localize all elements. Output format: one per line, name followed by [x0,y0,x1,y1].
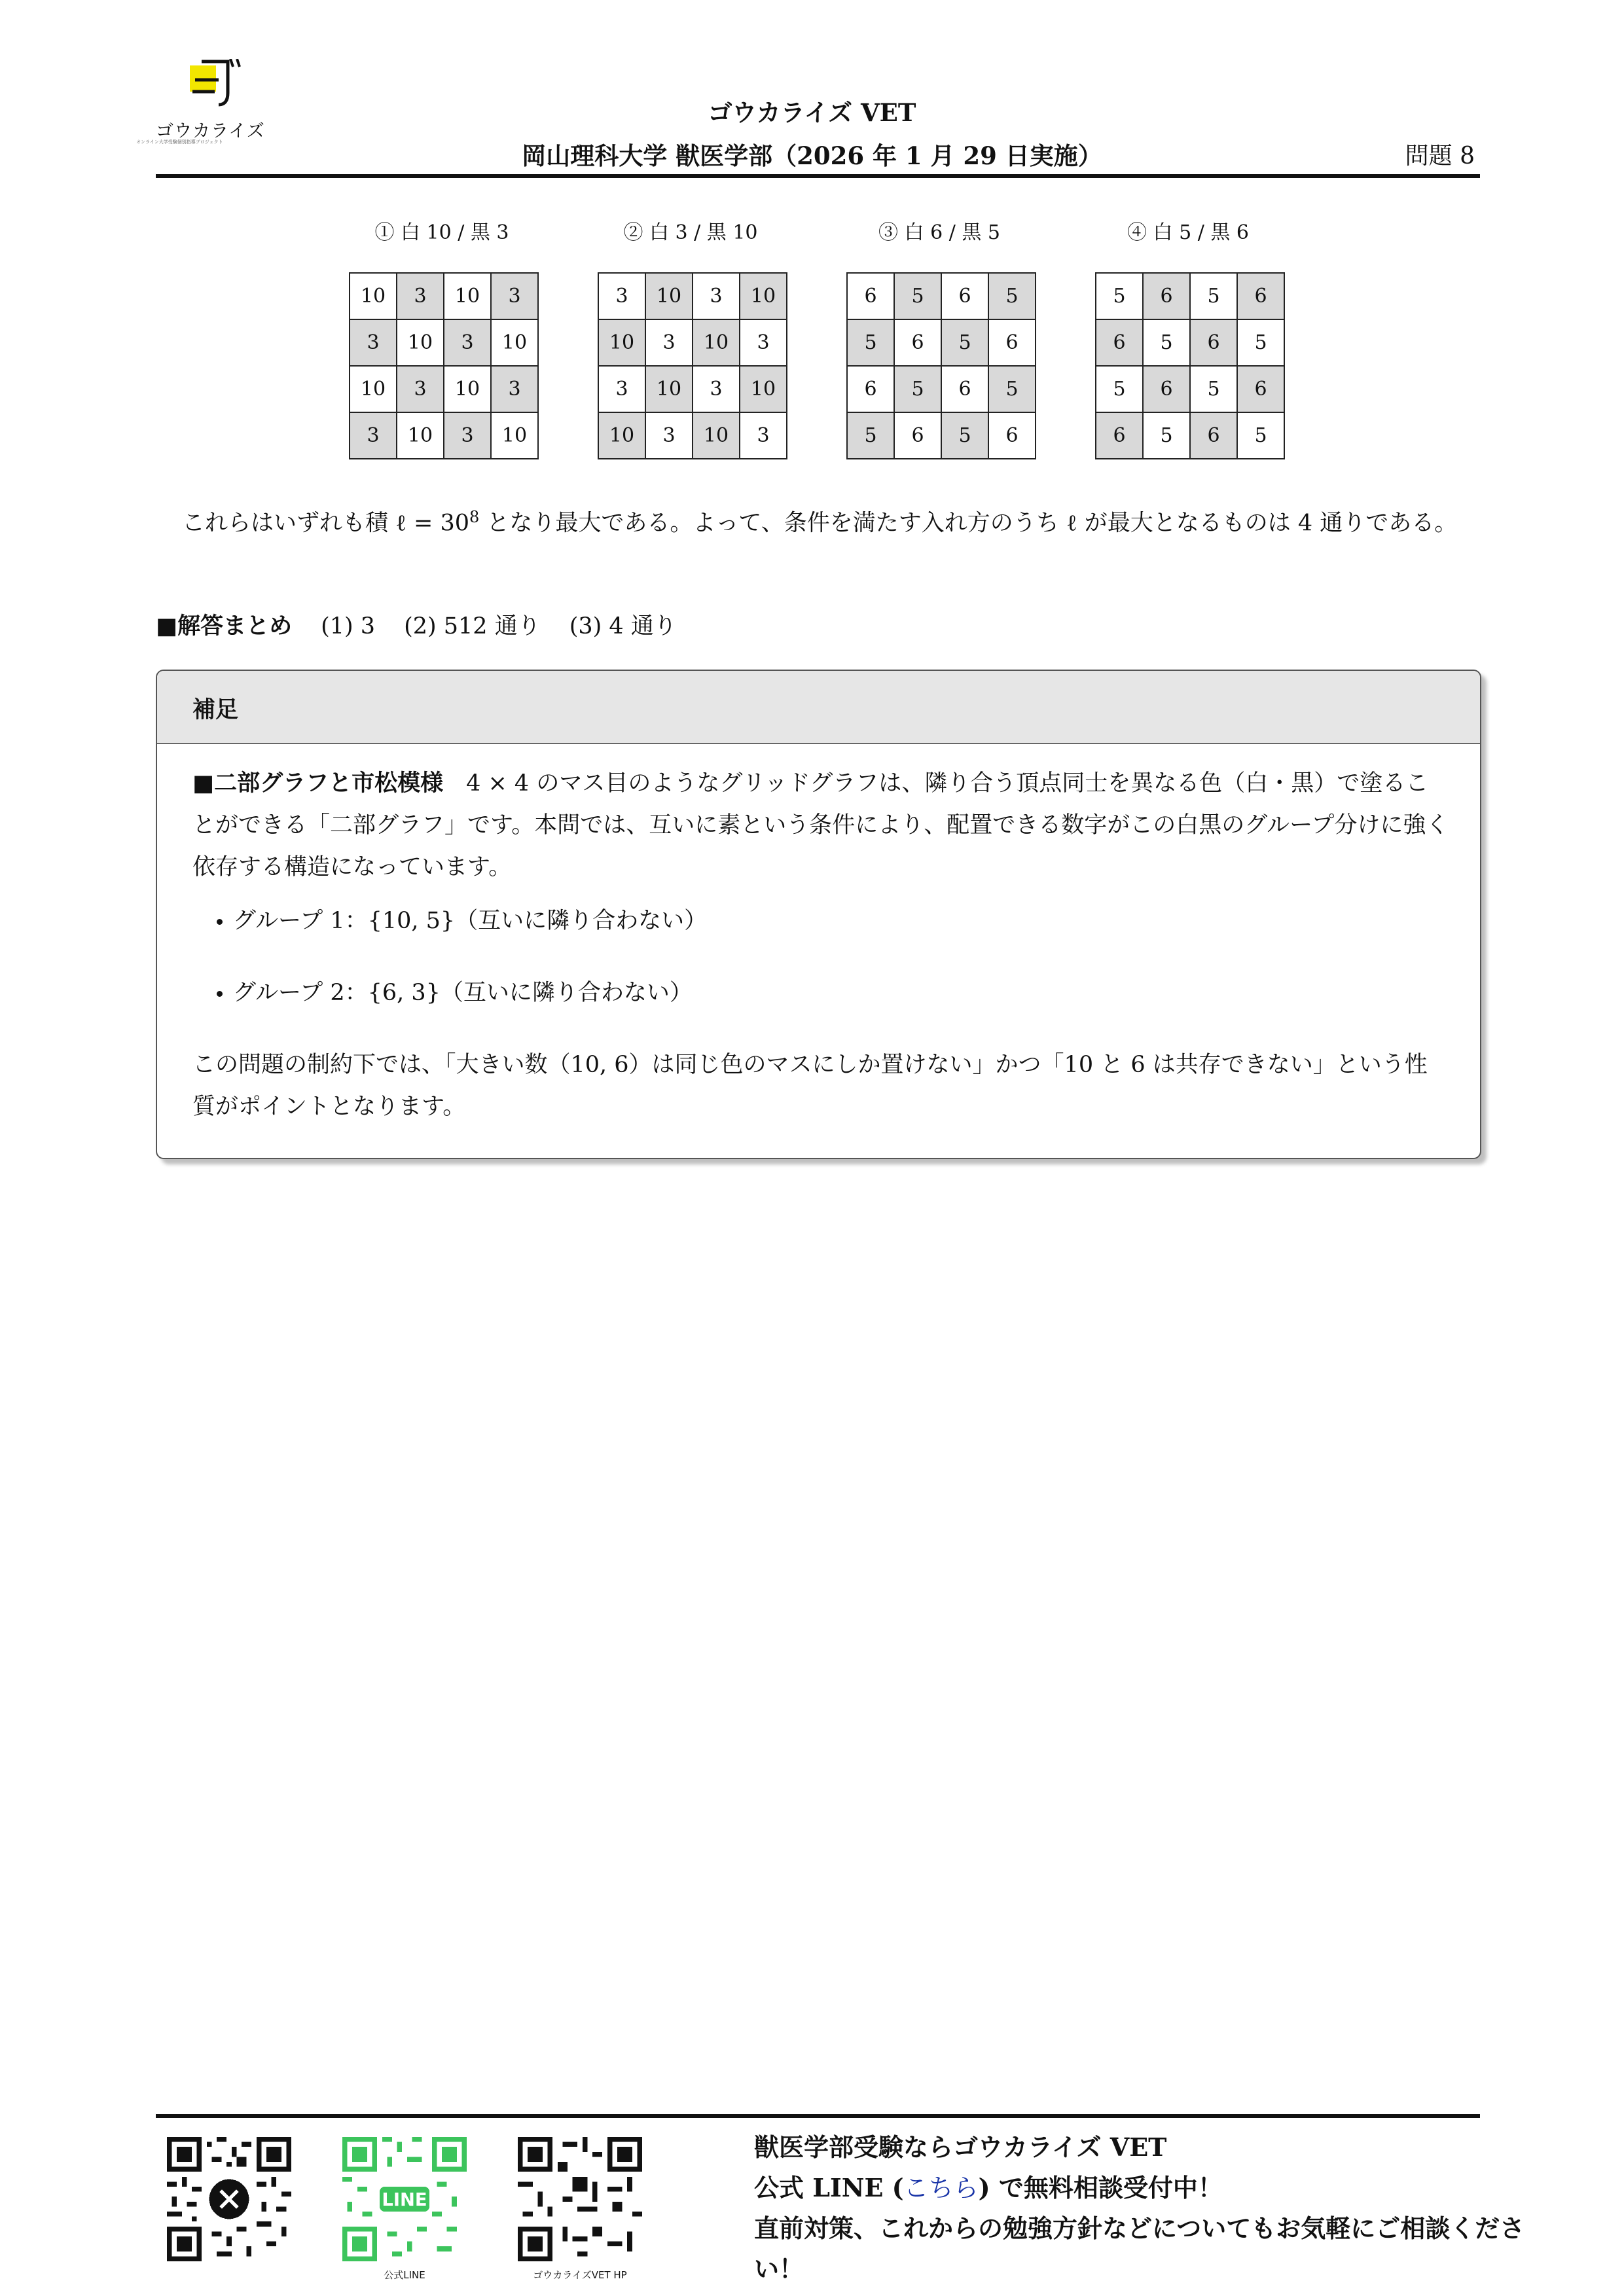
line-link[interactable]: こちら [903,2174,979,2202]
grid-cell: 10 [350,273,397,319]
grid-cell: 10 [598,412,645,459]
grid-cell: 6 [1237,273,1284,319]
grid-cell: 5 [1190,273,1237,319]
header-subtitle: 岡山理科大学 獣医学部（2026 年 1 月 29 日実施） [522,141,1102,170]
grid-row [847,273,1036,319]
grid-cell: 6 [1190,319,1237,366]
grid-cell: 3 [693,366,740,412]
grid-cell: 10 [397,319,444,366]
grid-cell: 5 [1096,366,1143,412]
grid-row [350,273,538,319]
grid-1 [349,216,539,459]
header-title: ゴウカライズ VET [708,98,916,127]
grid-4 [1095,216,1285,459]
lead-label: ■二部グラフと市松模様 [192,770,444,797]
grid-cell: 3 [645,319,693,366]
grid-cell: 5 [941,412,988,459]
grid-cell: 6 [894,319,941,366]
grid-row [847,366,1036,412]
grid-cell: 3 [598,366,645,412]
grid-cell: 6 [1143,366,1190,412]
grid-cell: 5 [1143,319,1190,366]
logo-text: ゴウカライズ [156,121,265,141]
supplement-header [157,671,1480,744]
grid-cell: 6 [988,412,1036,459]
grid-cell: 5 [894,366,941,412]
grid-cell: 5 [1096,273,1143,319]
grid-row [350,412,538,459]
grid-table [846,272,1036,459]
grid-cell: 6 [1190,412,1237,459]
grid-cell: 5 [1237,412,1284,459]
footer-line-2 [754,2168,1559,2208]
svg-text:LINE: LINE [382,2189,427,2210]
footer-message [754,2127,1559,2289]
grid-row [1096,319,1284,366]
grid-cell: 3 [740,319,787,366]
grid-cell: 10 [444,273,491,319]
grid-cell: 10 [350,366,397,412]
grid-cell: 5 [894,273,941,319]
grid-caption: ② 白 3 / 黒 10 [623,221,758,244]
header-rule [156,174,1480,178]
grid-cell: 10 [491,412,538,459]
grid-cell: 3 [350,319,397,366]
grid-cell: 10 [645,273,693,319]
supplement-box [156,670,1481,1159]
grid-cell: 6 [1096,319,1143,366]
grid-cell: 5 [988,273,1036,319]
grid-cell: 5 [1190,366,1237,412]
exponent: 8 [469,508,480,526]
grid-cell: 5 [941,319,988,366]
grid-row [1096,273,1284,319]
footer-line-2b: ) で無料相談受付中！ [978,2173,1223,2202]
grid-cell: 10 [740,273,787,319]
grid-table [1095,272,1285,459]
grid-cell: 3 [740,412,787,459]
grid-cell: 5 [1237,319,1284,366]
grid-cell: 5 [847,412,894,459]
grid-cell: 3 [598,273,645,319]
grid-row [598,412,787,459]
grid-cell: 5 [847,319,894,366]
grid-cell: 3 [491,273,538,319]
conclusion-paragraph [156,496,1480,545]
supplement-body [192,762,1449,1128]
group-list [192,900,1449,1014]
summary-label: ■解答まとめ [156,613,293,639]
grid-cell: 10 [693,319,740,366]
question-number: 問題 8 [1405,143,1475,170]
grid-cell: 3 [444,319,491,366]
grid-cell: 6 [941,273,988,319]
grid-cell: 6 [894,412,941,459]
line-qr-caption: 公式LINE [384,2269,425,2281]
x-qr-code[interactable] [167,2137,291,2261]
grid-cell: 6 [941,366,988,412]
grid-cell: 6 [1096,412,1143,459]
footer-line-2a: 公式 LINE ( [754,2173,904,2202]
supplement-lead [192,762,1449,888]
grid-caption: ④ 白 5 / 黒 6 [1127,221,1249,244]
footer-line-3: 直前対策、これからの勉強方針などについてもお気軽にご相談ください！ [754,2214,1525,2284]
summary-item: (1) 3 [321,613,376,639]
line-qr-code[interactable] [342,2137,467,2261]
grid-cell: 10 [740,366,787,412]
conclusion-text-b: となり最大である。よって、条件を満たす入れ方のうち ℓ が最大となるものは 4 通りである。 [479,510,1458,537]
list-item: • グループ 2：{6, 3}（互いに隣り合わない） [233,972,1449,1014]
grid-table [349,272,539,459]
grid-cell: 3 [350,412,397,459]
grid-row [598,273,787,319]
grid-row [847,319,1036,366]
list-item: • グループ 1：{10, 5}（互いに隣り合わない） [233,900,1449,942]
grid-cell: 6 [1143,273,1190,319]
grid-caption: ③ 白 6 / 黒 5 [878,221,1000,244]
grid-row [350,366,538,412]
summary-item: (3) 4 通り [569,613,677,639]
grid-row [598,366,787,412]
grid-3 [846,216,1036,459]
grid-cell: 10 [598,319,645,366]
grid-row [847,412,1036,459]
grid-cell: 6 [1237,366,1284,412]
grid-cell: 5 [988,366,1036,412]
supplement-title: 補足 [192,697,239,723]
grid-cell: 10 [444,366,491,412]
footer-rule [156,2114,1480,2118]
grid-cell: 10 [645,366,693,412]
grid-cell: 10 [491,319,538,366]
grid-cell: 3 [693,273,740,319]
grid-row [1096,366,1284,412]
grid-row [1096,412,1284,459]
supplement-closing: この問題の制約下では、「大きい数（10, 6）は同じ色のマスにしか置けない」かつ「10 と 6 は共存できない」という性質がポイントとなります。 [192,1052,1428,1120]
grid-cell: 6 [988,319,1036,366]
grid-cell: 5 [1143,412,1190,459]
grid-cell: 3 [491,366,538,412]
grid-cell: 10 [397,412,444,459]
grid-cell: 3 [397,366,444,412]
answer-summary [156,605,1480,647]
lead-text: 4 × 4 のマス目のようなグリッドグラフは、隣り合う頂点同士を異なる色（白・黒）で塗ることができる「二部グラフ」です。本問では、互いに素という条件により、配置できる数字がこの白黒のグループ分けに強く依存する構造になっています。 [192,770,1449,880]
grid-cell: 6 [847,366,894,412]
grid-row [598,319,787,366]
footer-line-1: 獣医学部受験ならゴウカライズ VET [754,2132,1167,2162]
grid-cell: 10 [693,412,740,459]
website-qr-code[interactable] [518,2137,642,2261]
grid-cell: 3 [444,412,491,459]
grid-caption: ① 白 10 / 黒 3 [374,221,509,244]
summary-item: (2) 512 通り [404,613,541,639]
website-qr-caption: ゴウカライズVET HP [533,2269,627,2281]
grid-cell: 6 [847,273,894,319]
grid-cell: 3 [645,412,693,459]
grid-2 [598,216,787,459]
logo-subtext: オンライン大学受験個別指導プロジェクト [136,139,223,145]
grid-row [350,319,538,366]
grid-cell: 3 [397,273,444,319]
conclusion-text-a: これらはいずれも積 ℓ = 30 [182,510,470,537]
grid-table [598,272,787,459]
